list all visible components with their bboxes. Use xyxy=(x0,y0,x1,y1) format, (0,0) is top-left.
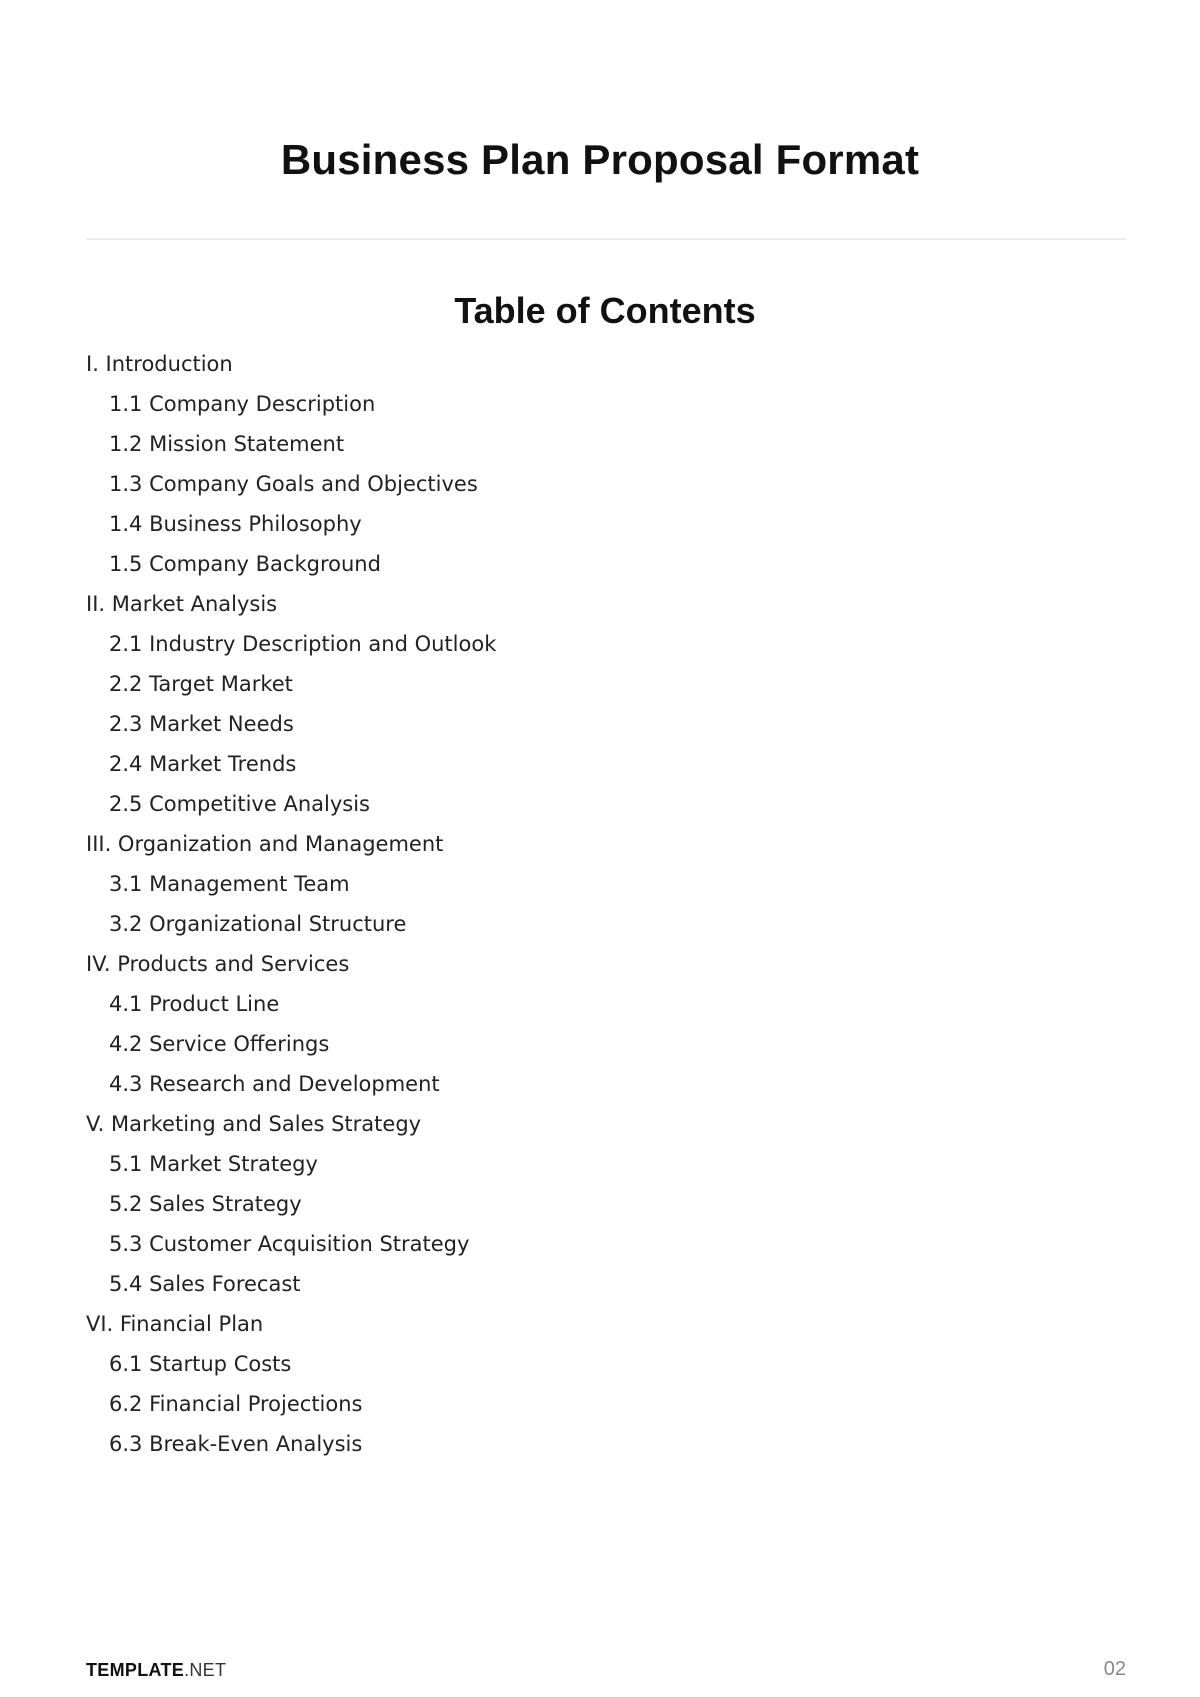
toc-item: 6.3 Break-Even Analysis xyxy=(109,1432,363,1456)
toc-sub-list xyxy=(86,390,986,578)
brand-suffix: .NET xyxy=(184,1660,227,1680)
toc-item: 2.2 Target Market xyxy=(109,672,293,696)
toc-item: 5.3 Customer Acquisition Strategy xyxy=(109,1232,470,1256)
toc-section-title: II. Market Analysis xyxy=(86,592,278,616)
toc-sub-list xyxy=(86,870,986,938)
toc-sub-list xyxy=(86,630,986,818)
toc-item: 3.2 Organizational Structure xyxy=(109,912,407,936)
toc-item: 2.1 Industry Description and Outlook xyxy=(109,632,497,656)
toc-item: 4.3 Research and Development xyxy=(109,1072,440,1096)
toc-item: 1.4 Business Philosophy xyxy=(109,512,362,536)
toc-item: 1.5 Company Background xyxy=(109,552,381,576)
toc-section-5 xyxy=(86,1110,986,1298)
toc-item: 2.4 Market Trends xyxy=(109,752,297,776)
toc-item: 5.2 Sales Strategy xyxy=(109,1192,302,1216)
toc-section-2 xyxy=(86,590,986,818)
toc-item: 2.5 Competitive Analysis xyxy=(109,792,370,816)
page-number: 02 xyxy=(1103,1658,1126,1680)
toc-section-3 xyxy=(86,830,986,938)
toc-section-4 xyxy=(86,950,986,1098)
toc-item: 4.1 Product Line xyxy=(109,992,280,1016)
toc-item: 6.2 Financial Projections xyxy=(109,1392,363,1416)
page-title: Business Plan Proposal Format xyxy=(280,136,920,183)
toc-sub-list xyxy=(86,1350,986,1458)
toc-item: 4.2 Service Offerings xyxy=(109,1032,330,1056)
toc-section-6 xyxy=(86,1310,986,1458)
toc-sub-list xyxy=(86,1150,986,1298)
toc-section-title: III. Organization and Management xyxy=(86,832,444,856)
toc-item: 1.1 Company Description xyxy=(109,392,376,416)
toc-section-title: V. Marketing and Sales Strategy xyxy=(86,1112,422,1136)
toc-section-title: I. Introduction xyxy=(86,352,233,376)
toc-item: 5.4 Sales Forecast xyxy=(109,1272,301,1296)
toc-item: 1.3 Company Goals and Objectives xyxy=(109,472,478,496)
toc-sub-list xyxy=(86,990,986,1098)
title-divider xyxy=(86,238,1126,240)
toc-item: 2.3 Market Needs xyxy=(109,712,294,736)
toc-item: 6.1 Startup Costs xyxy=(109,1352,292,1376)
toc-item: 5.1 Market Strategy xyxy=(109,1152,318,1176)
toc-section-title: IV. Products and Services xyxy=(86,952,350,976)
toc-heading: Table of Contents xyxy=(454,290,756,331)
table-of-contents xyxy=(86,350,986,1470)
toc-item: 3.1 Management Team xyxy=(109,872,350,896)
toc-section-title: VI. Financial Plan xyxy=(86,1312,264,1336)
brand-name: TEMPLATE xyxy=(86,1660,185,1680)
toc-section-1 xyxy=(86,350,986,578)
toc-item: 1.2 Mission Statement xyxy=(109,432,345,456)
footer-brand-logo xyxy=(86,1660,226,1681)
